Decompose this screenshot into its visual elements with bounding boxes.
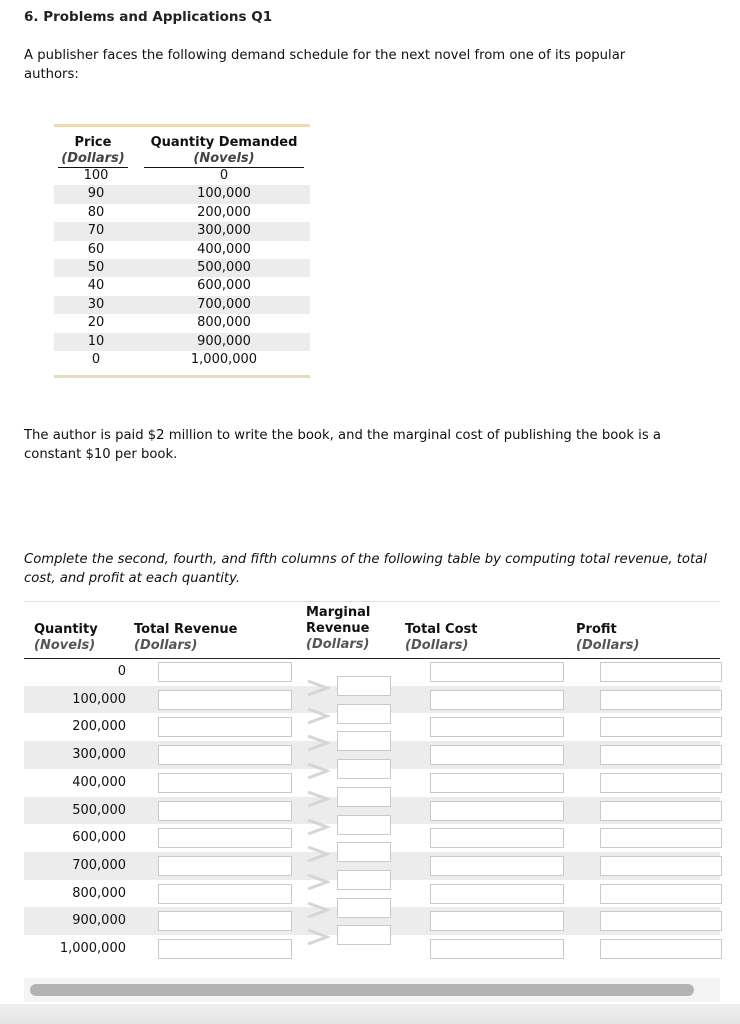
price-header (58, 135, 128, 168)
table-row (54, 185, 310, 203)
marginal-revenue-row (24, 702, 720, 730)
quantity-cell: 500,000 (197, 259, 251, 275)
chevron-right-icon (306, 874, 330, 890)
marginal-revenue-row (24, 785, 720, 813)
marginal-revenue-row (24, 813, 720, 841)
chevron-right-icon (306, 680, 330, 696)
marginal-revenue-input[interactable] (337, 815, 391, 835)
marginal-revenue-input[interactable] (337, 731, 391, 751)
quantity-cell: 800,000 (197, 315, 251, 331)
price-cell: 60 (87, 241, 105, 257)
marginal-revenue-row (24, 923, 720, 951)
quantity-cell: 800,000 (72, 885, 126, 901)
marginal-revenue-input[interactable] (337, 898, 391, 918)
quantity-cell: 500,000 (72, 802, 126, 818)
price-cell: 0 (91, 351, 101, 367)
table-row (54, 314, 310, 332)
price-cell: 30 (87, 296, 105, 312)
quantity-header-unit: (Novels) (34, 638, 96, 653)
quantity-demanded-header (144, 135, 304, 168)
quantity-cell: 1,000,000 (59, 941, 126, 956)
quantity-cell: 600,000 (197, 278, 251, 294)
table-row (54, 259, 310, 277)
table-row (54, 333, 310, 351)
quantity-cell: 1,000,000 (190, 351, 258, 367)
table-bottom-border (54, 375, 310, 378)
quantity-cell: 0 (117, 664, 126, 679)
total-cost-header-title: Total Cost (405, 622, 478, 637)
marginal-revenue-row (24, 674, 720, 702)
chevron-right-icon (306, 791, 330, 807)
quantity-cell: 100,000 (72, 691, 126, 707)
instruction-text: Complete the second, fourth, and fifth columns of the following table by computing total revenue, total cost, and profit at each quantity. (24, 552, 707, 586)
quantity-cell: 400,000 (197, 241, 251, 257)
quantity-cell: 200,000 (197, 204, 251, 220)
total-cost-header-unit: (Dollars) (405, 638, 469, 653)
marginal-revenue-row (24, 868, 720, 896)
price-cell: 100 (83, 168, 109, 183)
price-cell: 40 (87, 278, 105, 294)
table-row (54, 351, 310, 369)
chevron-right-icon (306, 929, 330, 945)
marginal-revenue-input[interactable] (337, 704, 391, 724)
scrollbar-thumb[interactable] (30, 984, 694, 996)
table-row (54, 241, 310, 259)
marginal-revenue-row (24, 840, 720, 868)
chevron-right-icon (306, 846, 330, 862)
quantity-cell: 700,000 (72, 857, 126, 873)
marginal-revenue-input[interactable] (337, 870, 391, 890)
total-revenue-header-unit: (Dollars) (134, 638, 198, 653)
demand-table-header (54, 127, 310, 167)
calc-table-header (24, 602, 720, 659)
profit-header-unit: (Dollars) (576, 638, 640, 653)
marginal-revenue-input[interactable] (337, 842, 391, 862)
revenue-cost-profit-table (24, 601, 720, 978)
table-row (54, 167, 310, 185)
price-cell: 70 (87, 223, 105, 239)
chevron-right-icon (306, 902, 330, 918)
price-cell: 80 (87, 204, 105, 220)
cost-description: The author is paid $2 million to write the book, and the marginal cost of publishing the book is a constant $10 per book. (24, 428, 661, 462)
table-row (54, 277, 310, 295)
profit-header-title: Profit (576, 622, 617, 637)
demand-schedule-table (54, 124, 310, 378)
intro-text: A publisher faces the following demand schedule for the next novel from one of its popular authors: (24, 48, 626, 82)
quantity-cell: 400,000 (72, 774, 126, 790)
quantity-cell: 900,000 (72, 913, 126, 929)
price-cell: 20 (87, 315, 105, 331)
marginal-revenue-input[interactable] (337, 787, 391, 807)
quantity-header-unit: (Novels) (144, 151, 304, 168)
marginal-revenue-input[interactable] (337, 676, 391, 696)
chevron-right-icon (306, 763, 330, 779)
chevron-right-icon (306, 819, 330, 835)
total-cost-header (405, 622, 477, 654)
table-row (54, 296, 310, 314)
total-revenue-header-title: Total Revenue (134, 622, 238, 637)
marginal-revenue-header-line2: Revenue (306, 621, 370, 636)
quantity-cell: 0 (219, 168, 229, 183)
quantity-cell: 900,000 (197, 333, 251, 349)
quantity-cell: 300,000 (72, 747, 126, 763)
table-row (54, 204, 310, 222)
quantity-cell: 100,000 (197, 186, 251, 202)
marginal-revenue-header-unit: (Dollars) (306, 637, 370, 652)
price-cell: 90 (87, 186, 105, 202)
quantity-cell: 200,000 (72, 719, 126, 735)
marginal-revenue-row (24, 896, 720, 924)
quantity-header-title: Quantity (34, 622, 98, 637)
marginal-revenue-input[interactable] (337, 925, 391, 945)
marginal-revenue-header (306, 605, 370, 653)
chevron-right-icon (306, 708, 330, 724)
marginal-revenue-input[interactable] (337, 759, 391, 779)
marginal-revenue-row (24, 757, 720, 785)
price-cell: 10 (87, 333, 105, 349)
quantity-cell: 300,000 (197, 223, 251, 239)
total-revenue-header (134, 622, 238, 654)
chevron-right-icon (306, 735, 330, 751)
price-header-unit: (Dollars) (58, 151, 128, 168)
quantity-header-title: Quantity Demanded (150, 135, 298, 150)
page-bottom-edge (0, 1004, 740, 1024)
table-row (54, 222, 310, 240)
quantity-header (34, 622, 98, 654)
quantity-cell: 600,000 (72, 830, 126, 846)
price-header-title: Price (74, 135, 112, 150)
quantity-cell: 700,000 (197, 296, 251, 312)
price-cell: 50 (87, 259, 105, 275)
question-heading: 6. Problems and Applications Q1 (24, 9, 273, 25)
marginal-revenue-header-line1: Marginal (306, 605, 371, 620)
profit-header (576, 622, 639, 654)
marginal-revenue-row (24, 729, 720, 757)
